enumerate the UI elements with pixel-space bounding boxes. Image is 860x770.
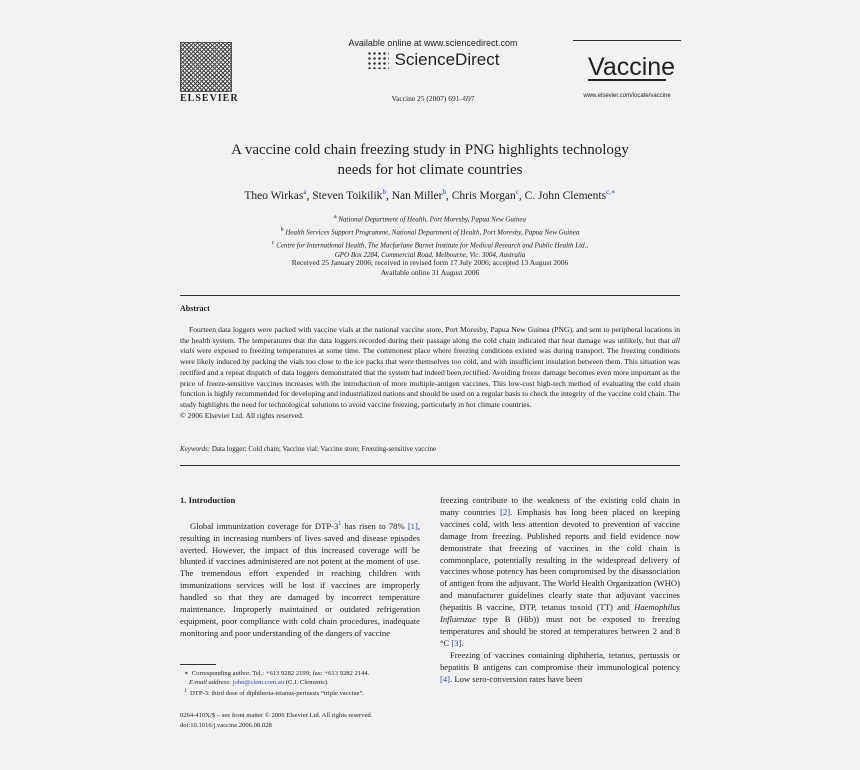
abstract-copyright: © 2006 Elsevier Ltd. All rights reserved. <box>180 410 304 420</box>
footnote-1: $^1$ DTP-3: third dose of diphtheria-tetanus-pertussis “triple vaccine”. <box>184 688 365 698</box>
sciencedirect-dots-icon <box>367 51 389 69</box>
journal-logo-name: Vaccine <box>588 53 676 81</box>
right-column <box>440 495 680 686</box>
article-title <box>188 140 672 180</box>
left-column <box>180 495 420 640</box>
author: Chris Morgan$^c$, <box>451 188 525 202</box>
affiliation-c: $^c$ Centre for International Health, The Macfarlane Burnet Institute for Medical Research and Public Health Ltd., <box>271 239 589 249</box>
paragraph: Global immunization coverage for DTP-$3^1$ has risen to 78% [1], resulting in increasing numbers of lives saved and disease episodes averted. However, the impact of this increased coverage will be blunted if vaccines administered are not potent at the moment of use. The tremendous effort expended in reaching children with immunizations services will be lost if vaccines are improperly handled so that they are damaged by incorrect temperature maintenance. Improperly maintained or outdated refrigeration equipment, poor compliance with cold chain procedures, inadequate monitoring and poor understanding of the dangers of vaccine <box>180 520 420 638</box>
journal-url: www.elsevier.com/locate/vaccine <box>583 93 671 99</box>
author: Theo Wirkas$^a$, <box>244 188 313 202</box>
citation-link[interactable]: [4] <box>440 673 451 684</box>
sciencedirect-banner <box>318 38 548 70</box>
footnote-rule <box>180 664 216 665</box>
email-link[interactable]: john@clem.com.au <box>232 679 285 686</box>
citation-link[interactable]: [1] <box>407 520 418 531</box>
email-note: E-mail address: john@clem.com.au (C.J. Clements). <box>188 679 329 686</box>
author: C. John Clements$^{c,∗}$ <box>524 188 616 202</box>
elsevier-logo <box>180 42 239 104</box>
sciencedirect-logo <box>318 50 548 70</box>
doi-link[interactable]: doi:10.1016/j.vaccine.2006.08.028 <box>180 721 272 729</box>
title-line-1: A vaccine cold chain freezing study in PNG highlights technology <box>231 142 629 158</box>
available-online-date: Available online 31 August 2006 <box>380 268 480 277</box>
available-online-text: Available online at www.sciencedirect.com <box>348 38 518 48</box>
divider <box>180 295 680 296</box>
corresponding-author-note: ∗ Corresponding author. Tel.: +613 9282 2199; fax: +613 9282 2144. <box>184 670 370 677</box>
citation-link[interactable]: [3] <box>451 637 462 648</box>
paragraph: freezing contribute to the weakness of the existing cold chain in many countries [2]. Emphasis has long been placed on keeping vaccines cold, with less attention devoted to prevention of vaccine damage from freezing. Published reports and field evidence now demonstrate that freezing of vaccines in the cold chain is commonplace, potentially resulting in the widespread delivery of vaccines whose potency has been compromised by the disassociation of antigen from the adjuvant. The World Health Organization (WHO) and manufacturer guidelines clearly state that adjuvant vaccines (hepatitis B vaccine, DTP, tetanus toxoid (TT) and Haemophilus Influenzae type B (Hib)) must not be exposed to freezing temperatures and should be stored at temperatures between 2 and 8 °C [3]. <box>440 495 681 648</box>
title-line-2: needs for hot climate countries <box>337 162 523 178</box>
affiliation-b: $^b$ Health Services Support Programme, National Department of Health, Port Moresby, Papua New Guinea <box>280 226 580 237</box>
publisher-name: ELSEVIER <box>180 93 239 104</box>
abstract-heading: Abstract <box>180 304 210 313</box>
keywords-label: Keywords: <box>180 445 211 453</box>
paragraph: Freezing of vaccines containing diphtheria, tetanus, pertussis or hepatitis B antigens can compromise their immunological potency [4]. Low sero-conversion rates have been <box>440 649 680 684</box>
author: Nan Miller$^b$, <box>391 188 452 202</box>
keywords-list: Data logger; Cold chain; Vaccine vial; Vaccine store; Freezing-sensitive vaccine <box>211 445 437 453</box>
affiliation-a: $^a$ National Department of Health, Port Moresby, Papua New Guinea <box>334 214 526 224</box>
author-list <box>178 188 682 202</box>
received-dates: Received 25 January 2006; received in revised form 17 July 2006; accepted 13 August 2006 <box>291 258 569 267</box>
citation-link[interactable]: [2] <box>500 506 511 517</box>
section-heading: 1. Introduction <box>180 495 236 505</box>
journal-logo <box>573 40 681 113</box>
article-dates <box>188 258 672 278</box>
author: Steven Toikilik$^b$, <box>312 188 392 202</box>
affiliation-c-address: GPO Box 2284, Commercial Road, Melbourne, Vic. 3004, Australia <box>334 251 526 260</box>
sciencedirect-brand: ScienceDirect <box>394 50 500 69</box>
elsevier-tree-icon <box>180 42 232 92</box>
issn-copyright: 0264-410X/$ – see front matter © 2006 Elsevier Ltd. All rights reserved. <box>180 712 373 719</box>
front-matter <box>180 711 440 730</box>
abstract-body: Fourteen data loggers were packed with vaccine vials at the national vaccine store, Port Moresby, Papua New Guinea (PNG), and sent to peripheral locations in the health system. The temperatures that the data loggers recorded during their passage along the cold chain indicated that heat damage was unlikely, but that all vials were exposed to freezing temperatures at some time. The commonest place where freezing conditions existed was during transport. The freezing conditions were likely induced by packing the vials too close to the ice packs that were themselves too cold, and with insufficient insulation between them. This situation was rectified and a repeat dispatch of data loggers demonstrated that the system had indeed been rectified. Avoiding freeze damage becomes even more important as the price of freeze-sensitive vaccines increases with the introduction of more multiple-antigen vaccines. This low-cost high-tech method of evaluating the cold chain function is highly recommended for developing and industrialized nations and should be used on a regular basis to check the integrity of the vaccine cold chain. The study highlights the need for technological solutions to avoid vaccine freezing, particularly in hot climate countries. © 2006 Elsevier Ltd. All rights reserved. <box>180 325 680 420</box>
divider <box>180 465 680 466</box>
affiliations <box>188 212 672 261</box>
footnotes <box>180 669 420 698</box>
journal-reference: Vaccine 25 (2007) 691–697 <box>391 94 475 103</box>
keywords <box>180 445 680 453</box>
article-page <box>168 30 692 750</box>
